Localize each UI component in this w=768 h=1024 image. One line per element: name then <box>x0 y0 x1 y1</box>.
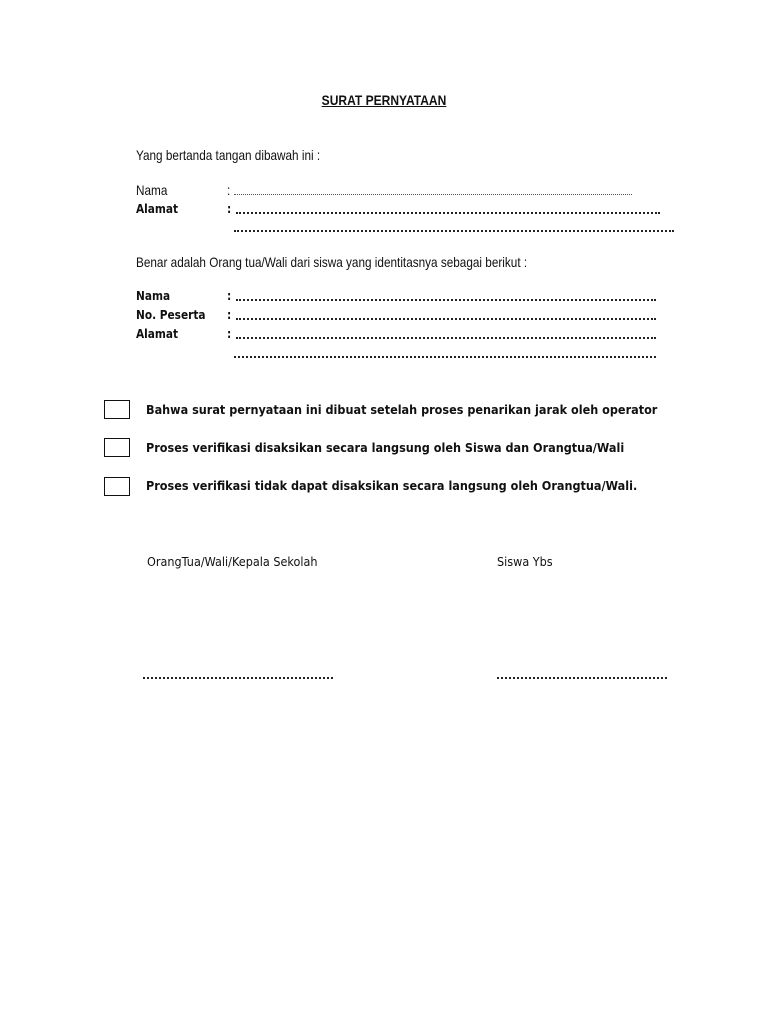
signature-line-parent[interactable] <box>143 677 333 679</box>
statement-text-2: Proses verifikasi disaksikan secara langsung oleh Siswa dan Orangtua/Wali <box>146 440 625 455</box>
statement-checkbox-1[interactable] <box>104 400 130 419</box>
signature-line-student[interactable] <box>497 677 667 679</box>
student-name-label: Nama <box>136 289 171 303</box>
signature-label-student: Siswa Ybs <box>497 554 553 569</box>
statement-checkbox-2[interactable] <box>104 438 130 457</box>
signer-name-label: Nama <box>136 182 168 198</box>
student-name-field[interactable] <box>236 299 656 301</box>
statement-text-1: Bahwa surat pernyataan ini dibuat setelah proses penarikan jarak oleh operator <box>146 402 658 417</box>
student-name-colon: : <box>227 289 232 303</box>
signer-address-label: Alamat <box>136 202 179 216</box>
student-address-field[interactable] <box>236 337 656 339</box>
statement-checkbox-3[interactable] <box>104 477 130 496</box>
signer-address-field-2[interactable] <box>234 230 674 232</box>
student-number-colon: : <box>227 308 232 322</box>
signature-label-parent: OrangTua/Wali/Kepala Sekolah <box>147 554 318 569</box>
student-number-field[interactable] <box>236 318 656 320</box>
signer-name-field[interactable] <box>234 194 632 195</box>
student-address-field-2[interactable] <box>234 356 656 358</box>
student-number-label: No. Peserta <box>136 308 206 322</box>
signer-address-colon: : <box>227 202 232 216</box>
student-intro-text: Benar adalah Orang tua/Wali dari siswa yang identitasnya sebagai berikut : <box>136 254 528 270</box>
signer-name-colon: : <box>227 182 231 198</box>
student-address-colon: : <box>227 327 232 341</box>
statement-text-3: Proses verifikasi tidak dapat disaksikan secara langsung oleh Orangtua/Wali. <box>146 478 638 493</box>
student-address-label: Alamat <box>136 327 179 341</box>
document-title: SURAT PERNYATAAN <box>321 92 447 108</box>
intro-text: Yang bertanda tangan dibawah ini : <box>136 147 321 163</box>
signer-address-field[interactable] <box>236 212 660 214</box>
